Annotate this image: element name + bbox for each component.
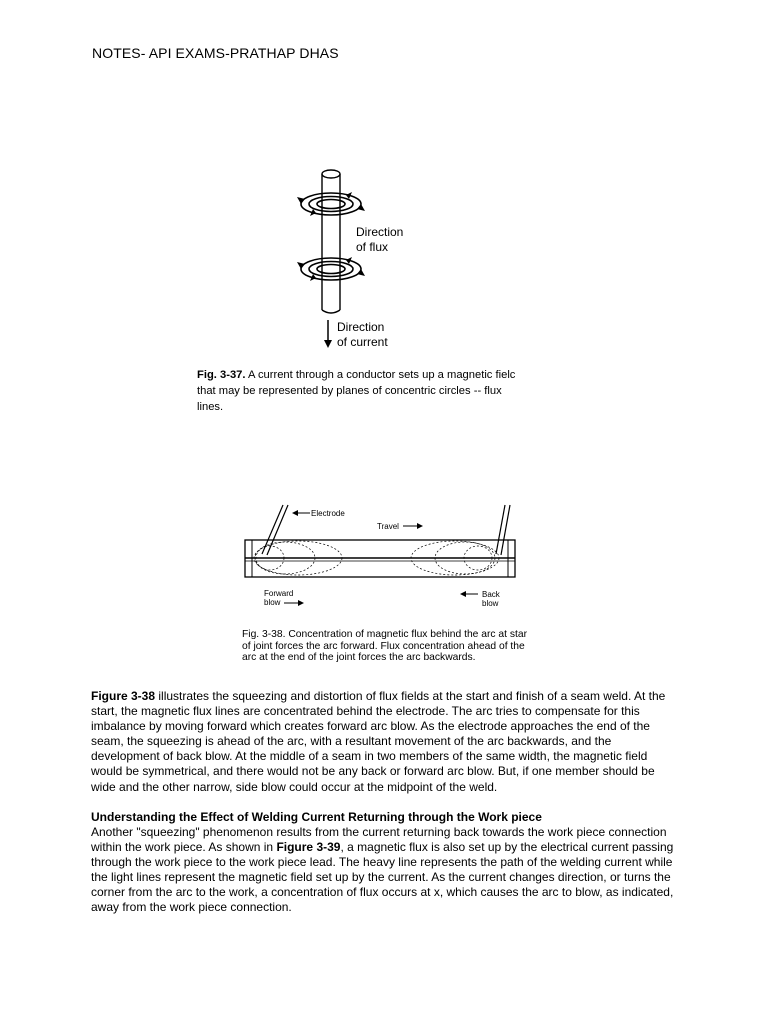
back-blow-label-line2: blow bbox=[482, 599, 499, 608]
section-heading: Understanding the Effect of Welding Current Returning through the Work piece bbox=[91, 810, 542, 824]
current-label-line2: of current bbox=[337, 335, 388, 349]
paragraph-text: illustrates the squeezing and distortion of flux fields at the start and finish of a seam weld. At the start, the magnetic flux lines are concentrated behind the electrode. The arc tries to compensate for this imbalance by moving forward which creates forward arc blow. As the electrode approaches the end of the seam, the squeezing is ahead of the arc, with a resultant movement of the arc backwards, and the development of back blow. At the middle of a seam in two members of the same width, the magnetic field would be symmetrical, and there would not be any back or forward arc blow. But, if one member should be wide and the other narrow, side blow could occur at the midpoint of the weld. bbox=[91, 689, 666, 794]
caption-line: that may be represented by planes of concentric circles -- flux bbox=[197, 385, 502, 397]
figure-3-37-caption bbox=[197, 367, 516, 415]
flux-label-line2: of flux bbox=[356, 240, 389, 254]
page-header: NOTES- API EXAMS-PRATHAP DHAS bbox=[92, 45, 339, 61]
caption-line: lines. bbox=[197, 401, 224, 413]
back-blow-label-line1: Back bbox=[482, 590, 500, 599]
current-label-line1: Direction bbox=[337, 320, 385, 334]
caption-line: A current through a conductor sets up a magnetic fielc bbox=[245, 369, 516, 381]
electrode-label: Electrode bbox=[311, 509, 345, 518]
forward-blow-label-line1: Forward bbox=[264, 589, 294, 598]
caption-figure-label: Fig. 3-37. bbox=[197, 369, 246, 381]
caption-line: Fig. 3-38. Concentration of magnetic flux behind the arc at star bbox=[242, 629, 528, 640]
caption-line: of joint forces the arc forward. Flux concentration ahead of the bbox=[242, 640, 525, 652]
forward-blow-label-line2: blow bbox=[264, 598, 281, 607]
body-paragraph-1 bbox=[91, 689, 679, 795]
caption-line: arc at the end of the joint forces the arc backwards. bbox=[242, 652, 476, 663]
figure-3-38-caption bbox=[242, 629, 532, 664]
travel-label: Travel bbox=[377, 522, 399, 531]
paragraph-text: Another "squeezing" phenomenon results from the current returning back towards the work piece connection within the work piece. As shown in bbox=[91, 825, 667, 855]
figure-reference: Figure 3-39 bbox=[276, 840, 341, 855]
figure-reference: Figure 3-38 bbox=[91, 689, 156, 703]
body-paragraph-2 bbox=[91, 825, 679, 916]
figure-3-37-conductor-diagram bbox=[286, 160, 426, 360]
paragraph-text: , a magnetic flux is also set up by the electrical current passing through the work piece to the work piece lead. The heavy line represents the path of the welding current while the light lines represent the magnetic field set up by the current. As the current changes direction, or turns the corner from the arc to the work, a concentration of flux occurs at x, which causes the arc to blow, as indicated, away from the work piece connection. bbox=[91, 840, 674, 915]
flux-label-line1: Direction bbox=[356, 225, 404, 239]
figure-3-38-seam-weld-diagram bbox=[240, 500, 530, 620]
